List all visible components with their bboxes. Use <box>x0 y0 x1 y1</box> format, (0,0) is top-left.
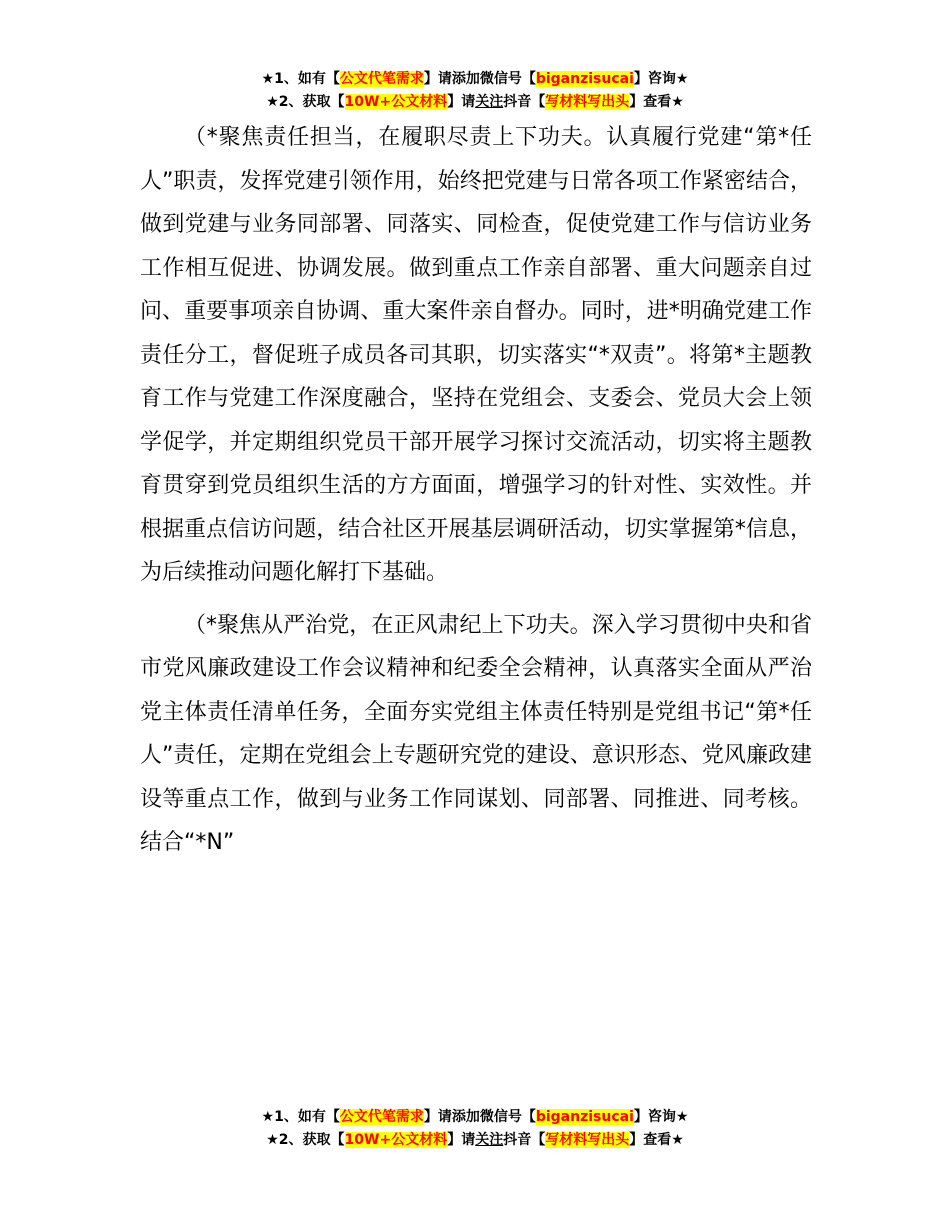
promo-highlight: 10W+公文材料 <box>344 1132 448 1148</box>
promo-text: 1、如有【 <box>274 71 340 87</box>
promo-text: 2、获取【 <box>278 1132 345 1148</box>
wechat-id: biganzisucai <box>535 71 634 87</box>
paragraph: （*聚焦从严治党，在正风肃纪上下功夫。深入学习贯彻中央和省市党风廉政建设工作会议精神和纪委全会精神，认真落实全面从严治党主体责任清单任务，全面夯实党组主体责任特别是党组书记“第*任人”责任，定期在党组会上专题研究党的建设、意识形态、党风廉政建设等重点工作，做到与业务工作同谋划、同部署、同推进、同考核。结合“*N” <box>140 612 812 855</box>
star-icon: ★ <box>266 94 279 110</box>
document-body <box>140 116 812 874</box>
promo-text: 】查看★ <box>629 1132 684 1148</box>
douyin-account: 写材料写出头 <box>545 1132 630 1148</box>
footer-promo <box>0 1106 950 1152</box>
header-promo <box>0 68 950 114</box>
wechat-id: biganzisucai <box>535 1109 634 1125</box>
promo-text: 加 <box>465 71 480 87</box>
promo-text: 】咨询★ <box>633 1109 689 1125</box>
promo-text: 2、获取【 <box>278 94 345 110</box>
promo-text: 微信号【 <box>479 1109 536 1125</box>
promo-text: 】查看★ <box>629 94 684 110</box>
promo-highlight: 公文代笔需求 <box>339 71 424 87</box>
promo-text: 】咨询★ <box>633 71 689 87</box>
promo-text: 微信号【 <box>479 71 536 87</box>
promo-text: 抖音【 <box>503 94 546 110</box>
promo-text: 1、如有【 <box>274 1109 340 1125</box>
promo-highlight: 公文代笔需求 <box>339 1109 424 1125</box>
promo-text: 关注 <box>475 94 504 110</box>
promo-text: 关注 <box>475 1132 504 1148</box>
promo-highlight: 10W+公文材料 <box>344 94 448 110</box>
promo-line-2 <box>0 91 950 114</box>
star-icon: ★ <box>261 71 275 87</box>
promo-line-1 <box>0 1106 950 1129</box>
star-icon: ★ <box>261 1109 275 1125</box>
star-icon: ★ <box>266 1132 279 1148</box>
promo-text: 】请添 <box>423 1109 466 1125</box>
paragraph: （*聚焦责任担当，在履职尽责上下功夫。认真履行党建“第*任人”职责，发挥党建引领作用，始终把党建与日常各项工作紧密结合，做到党建与业务同部署、同落实、同检查，促使党建工作与信访业务工作相互促进、协调发展。做到重点工作亲自部署、重大问题亲自过问、重要事项亲自协调、重大案件亲自督办。同时，进*明确党建工作责任分工，督促班子成员各司其职，切实落实“*双责”。将第*主题教育工作与党建工作深度融合，坚持在党组会、支委会、党员大会上领学促学，并定期组织党员干部开展学习探讨交流活动，切实将主题教育贯穿到党员组织生活的方方面面，增强学习的针对性、实效性。并根据重点信访问题，结合社区开展基层调研活动，切实掌握第*信息，为后续推动问题化解打下基础。 <box>140 125 812 585</box>
promo-line-2 <box>0 1129 950 1152</box>
promo-text: 抖音【 <box>503 1132 546 1148</box>
promo-text: 】请 <box>447 1132 476 1148</box>
promo-text: 加 <box>465 1109 480 1125</box>
promo-text: 】请 <box>447 94 476 110</box>
douyin-account: 写材料写出头 <box>545 94 630 110</box>
promo-line-1 <box>0 68 950 91</box>
promo-text: 】请添 <box>423 71 466 87</box>
